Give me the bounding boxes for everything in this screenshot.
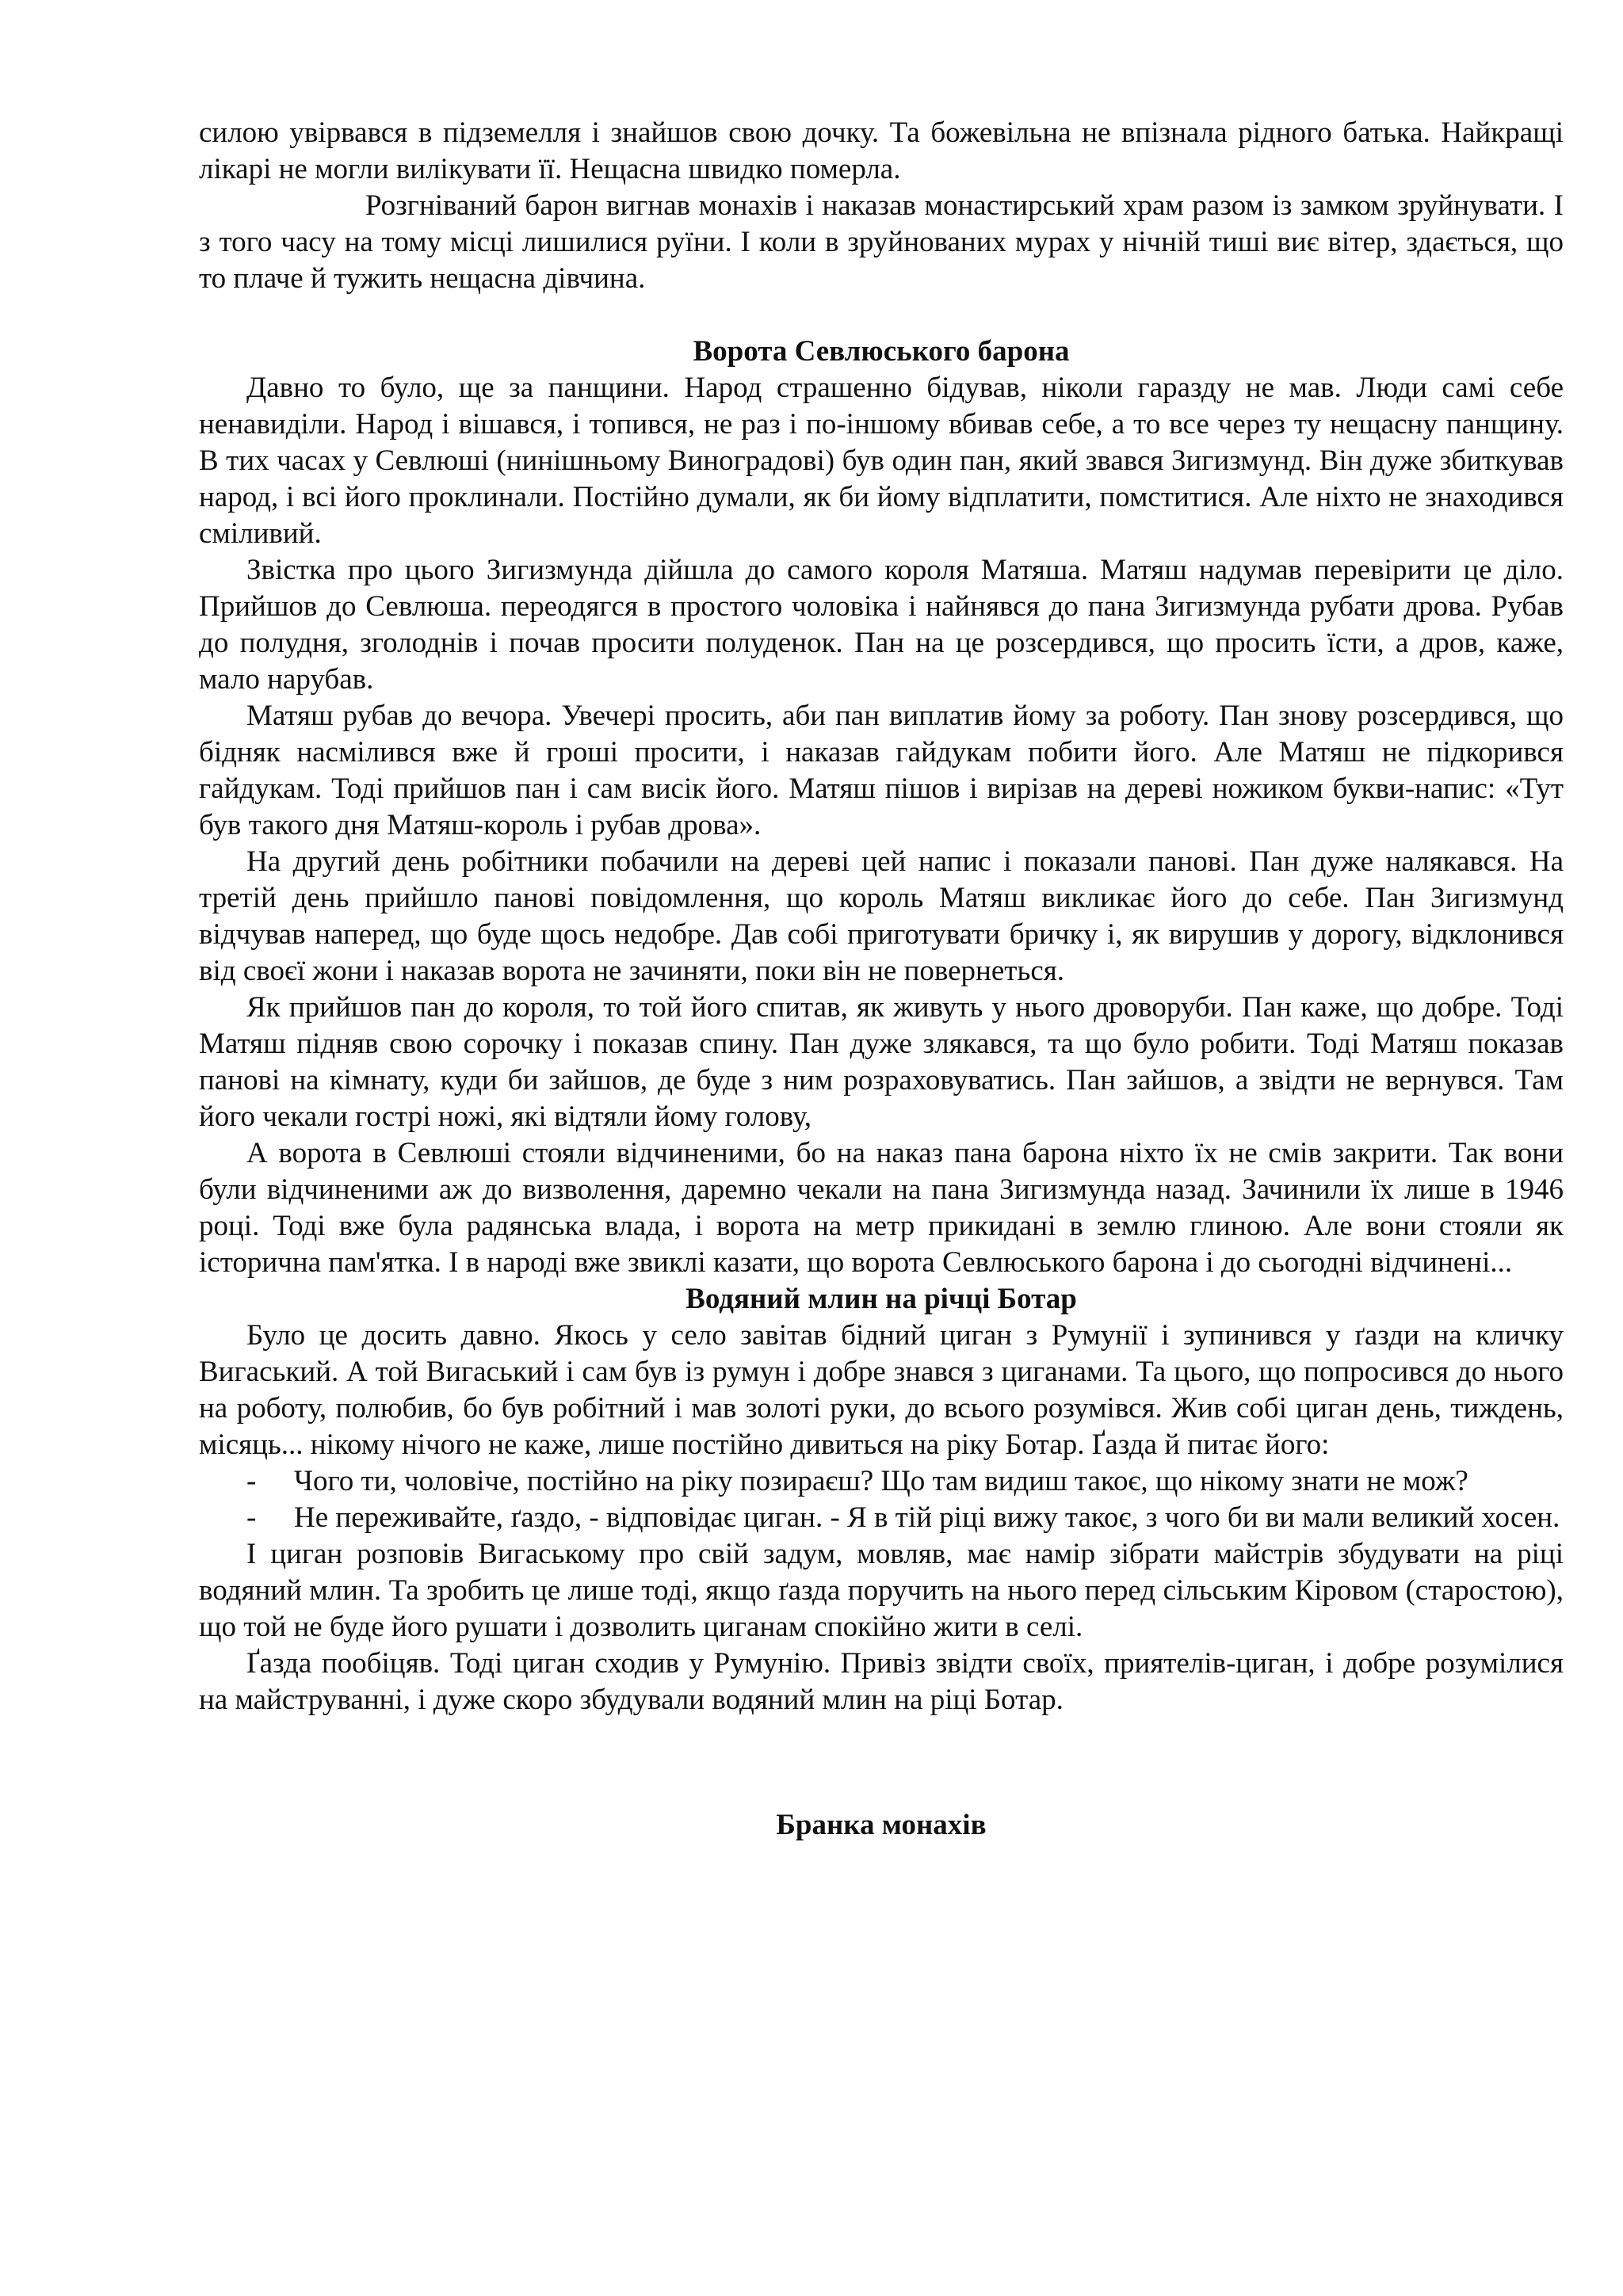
story2-paragraph-1: Було це досить давно. Якось у село завітав бідний циган з Румунії і зупинився у ґазди на кличку Вигаський. А той Вигаський і сам був із румун і добре знався з циганами. Та цього, що попросився до нього на роботу, полюбив, бо був робітний і мав золоті руки, до всього розумівся. Жив собі циган день, тиждень, місяць... нікому нічого не каже, лише постійно дивиться на ріку Ботар. Ґазда й питає його: xyxy=(199,1319,1564,1461)
intro-paragraph-1: силою увірвався в підземелля і знайшов свою дочку. Та божевільна не впізнала рідного батька. Найкращі лікарі не могли вилікувати її. Нещасна швидко померла. xyxy=(199,116,1564,185)
story-title-water-mill: Водяний млин на річці Ботар xyxy=(685,1283,1077,1315)
story2-paragraph-3: Ґазда пообіцяв. Тоді циган сходив у Румунію. Привіз звідти своїх, приятелів-циган, і добре розумілися на майструванні, і дуже скоро збудували водяний млин на ріці Ботар. xyxy=(199,1647,1564,1716)
intro-paragraph-2: Розгніваний барон вигнав монахів і наказав монастирський храм разом із замком зруйнувати. І з того часу на тому місці лишилися руїни. І коли в зруйнованих мурах у нічній тиші виє вітер, здається, що то плаче й тужить нещасна дівчина. xyxy=(199,189,1564,295)
dash-mark: - xyxy=(246,1501,257,1534)
dialogue-text: Чого ти, чоловіче, постійно на ріку позираєш? Що там видиш такоє, що нікому знати не мож? xyxy=(294,1465,1468,1497)
dialogue-text: Не переживайте, ґаздо, - відповідає циган. - Я в тій ріці вижу такоє, з чого би ви мали великий хосен. xyxy=(294,1501,1560,1534)
story-title-monks-captive: Бранка монахів xyxy=(776,1809,987,1841)
story1-paragraph: На другий день робітники побачили на дереві цей напис і показали панові. Пан дуже налякався. На третій день прийшло панові повідомлення, що король Матяш викликає його до себе. Пан Зигизмунд відчував наперед, що буде щось недобре. Дав собі приготувати бричку і, як вирушив у дорогу, відклонився від своєї жони і наказав ворота не зачиняти, поки він не повернеться. xyxy=(199,845,1564,987)
dialogue-line-1 xyxy=(199,1463,1564,1500)
story-title-sevlyush-gate: Ворота Севлюського барона xyxy=(693,335,1070,368)
story1-paragraph: Матяш рубав до вечора. Увечері просить, аби пан виплатив йому за роботу. Пан знову розсердився, що бідняк насмілився вже й гроші просити, і наказав гайдукам побити його. Але Матяш не підкорився гайдукам. Тоді прийшов пан і сам висік його. Матяш пішов і вирізав на дереві ножиком букви-напис: «Тут був такого дня Матяш-король і рубав дрова». xyxy=(199,700,1564,841)
story1-paragraph: Як прийшов пан до короля, то той його спитав, як живуть у нього дроворуби. Пан каже, що добре. Тоді Матяш підняв свою сорочку і показав спину. Пан дуже злякався, та що було робити. Тоді Матяш показав панові на кімнату, куди би зайшов, де буде з ним розраховуватись. Пан зайшов, а звідти не вернувся. Там його чекали гострі ножі, які відтяли йому голову, xyxy=(199,991,1564,1133)
document-page xyxy=(199,115,1564,1844)
story1-paragraph: Звістка про цього Зигизмунда дійшла до самого короля Матяша. Матяш надумав перевірити це діло. Прийшов до Севлюша. переодягся в простого чоловіка і найнявся до пана Зигизмунда рубати дрова. Рубав до полудня, зголоднів і почав просити полуденок. Пан на це розсердився, що просить їсти, а дров, каже, мало нарубав. xyxy=(199,554,1564,696)
story2-paragraph-2: І циган розповів Вигаському про свій задум, мовляв, має намір зібрати майстрів збудувати на ріці водяний млин. Та зробить це лише тоді, якщо ґазда поручить на нього перед сільським Кіровом (старостою), що той не буде його рушати і дозволить циганам спокійно жити в селі. xyxy=(199,1538,1564,1643)
dash-mark: - xyxy=(246,1465,257,1497)
story1-paragraph: Давно то було, ще за панщини. Народ страшенно бідував, ніколи гаразду не мав. Люди самі себе ненавиділи. Народ і вішався, і топився, не раз і по-іншому вбивав себе, а то все через ту нещасну панщину. В тих часах у Севлюші (нинішньому Виноградові) був один пан, який звався Зигизмунд. Він дуже збиткував народ, і всі його проклинали. Постійно думали, як би йому відплатити, помститися. Але ніхто не знаходився сміливий. xyxy=(199,372,1564,550)
story1-paragraph: А ворота в Севлюші стояли відчиненими, бо на наказ пана барона ніхто їх не смів закрити. Так вони були відчиненими аж до визволення, даремно чекали на пана Зигизмунда назад. Зачинили їх лише в 1946 році. Тоді вже була радянська влада, і ворота на метр прикидані в землю глиною. Але вони стояли як історична пам'ятка. І в народі вже звиклі казати, що ворота Севлюського барона і до сьогодні відчинені... xyxy=(199,1137,1564,1279)
dialogue-line-2 xyxy=(199,1500,1564,1536)
